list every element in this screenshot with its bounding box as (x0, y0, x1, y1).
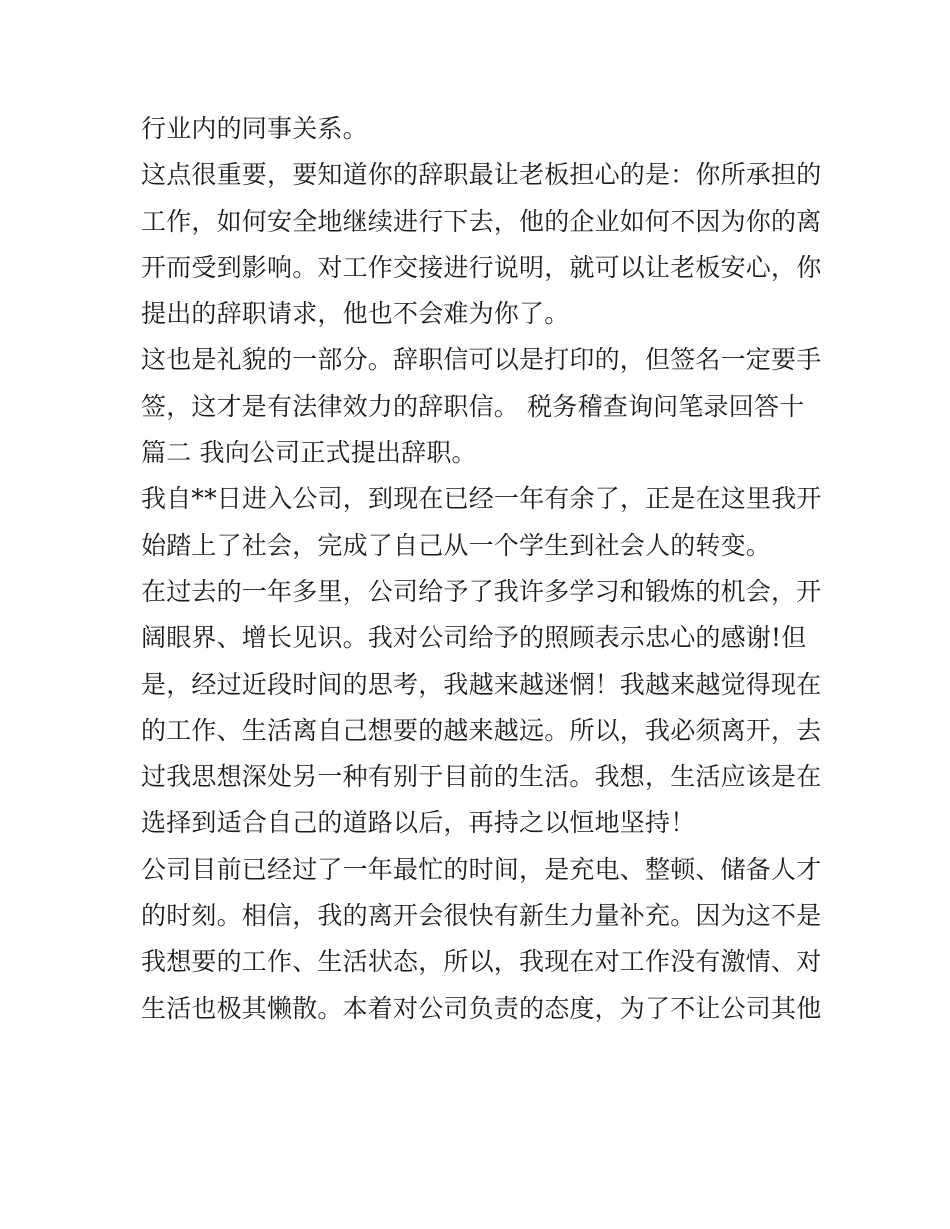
text-line: 公司目前已经过了一年最忙的时间，是充电、整顿、储备人才 (141, 854, 822, 884)
text-line: 这点很重要，要知道你的辞职最让老板担心的是：你所承担的 (141, 160, 822, 190)
text-line: 的工作、生活离自己想要的越来越远。所以，我必须离开，去 (141, 715, 822, 745)
text-line: 提出的辞职请求，他也不会难为你了。 (141, 299, 570, 329)
text-line: 篇二 我向公司正式提出辞职。 (141, 438, 477, 468)
text-line: 阔眼界、增长见识。我对公司给予的照顾表示忠心的感谢!但 (141, 623, 807, 653)
text-line: 我想要的工作、生活状态，所以，我现在对工作没有激情、对 (141, 947, 822, 977)
text-line: 始踏上了社会，完成了自己从一个学生到社会人的转变。 (141, 530, 772, 560)
text-line: 工作，如何安全地继续进行下去，他的企业如何不因为你的离 (141, 206, 822, 236)
text-line: 我自**日进入公司，到现在已经一年有余了，正是在这里我开 (141, 484, 822, 514)
text-line: 这也是礼貌的一部分。辞职信可以是打印的，但签名一定要手 (141, 345, 822, 375)
text-line: 开而受到影响。对工作交接进行说明，就可以让老板安心，你 (141, 252, 822, 282)
text-line: 在过去的一年多里，公司给予了我许多学习和锻炼的机会，开 (141, 576, 822, 606)
text-line: 行业内的同事关系。 (141, 114, 368, 143)
document-body (141, 106, 821, 1032)
text-line: 选择到适合自己的道路以后，再持之以恒地坚持！ (141, 808, 696, 838)
text-line: 的时刻。相信，我的离开会很快有新生力量补充。因为这不是 (141, 901, 822, 931)
text-line: 过我思想深处另一种有别于目前的生活。我想，生活应该是在 (141, 762, 822, 792)
text-line: 签，这才是有法律效力的辞职信。 税务稽查询问笔录回答十 (141, 391, 805, 421)
text-line: 是，经过近段时间的思考，我越来越迷惘！我越来越觉得现在 (141, 669, 822, 699)
text-line: 生活也极其懒散。本着对公司负责的态度，为了不让公司其他 (141, 993, 822, 1023)
